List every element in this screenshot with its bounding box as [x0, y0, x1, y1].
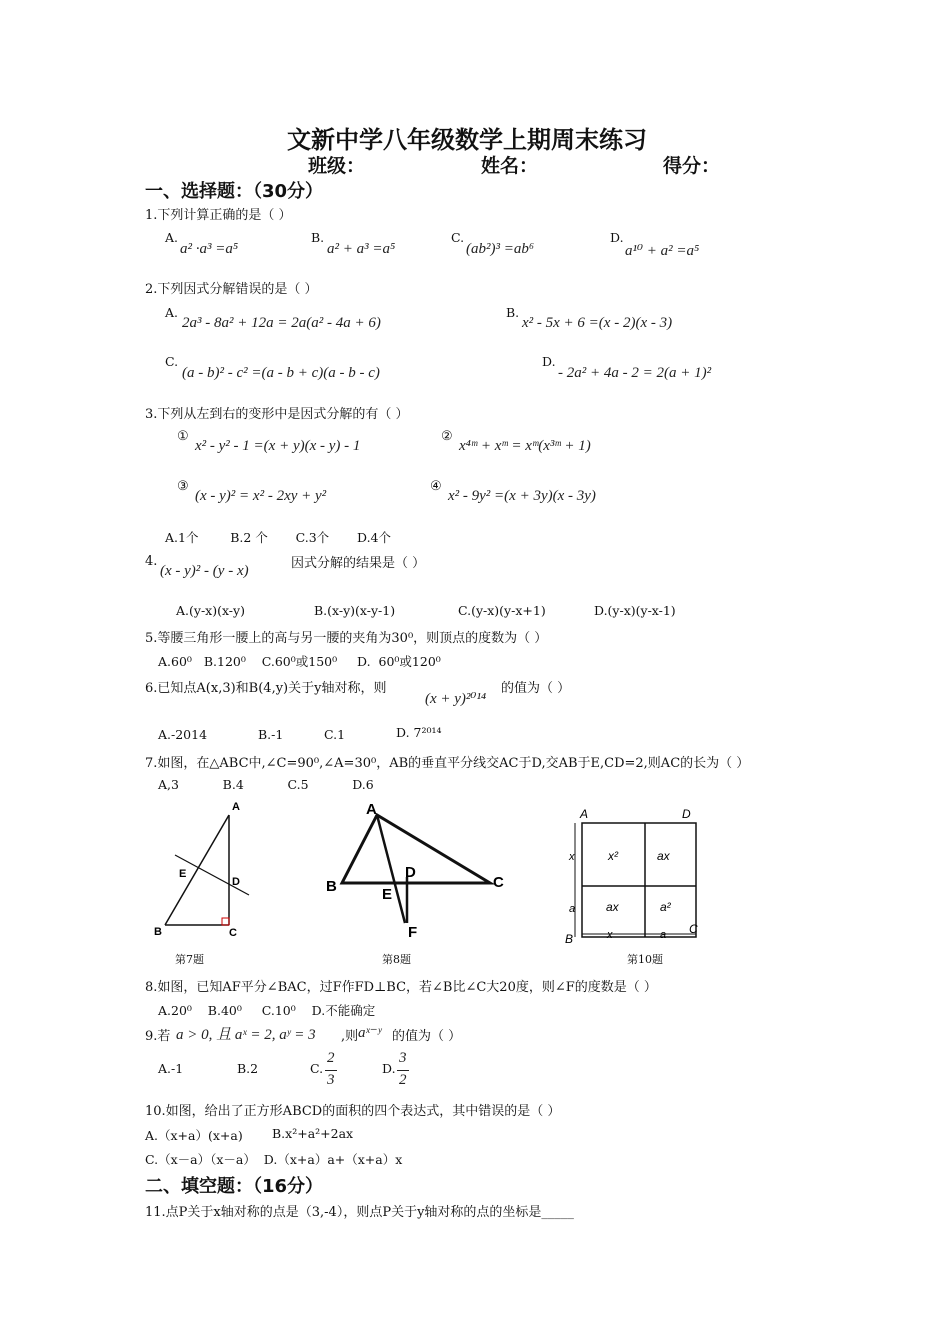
q9-option-d-denominator: 2 [399, 1072, 407, 1088]
fig8-bisector-af [377, 815, 405, 923]
q2-expr-b: x² - 5x + 6 =(x - 2)(x - 3) [522, 315, 673, 331]
q2-expr-c: (a - b)² - c² =(a - b + c)(a - b - c) [182, 365, 380, 381]
q4-expr: (x - y)² - (y - x) [160, 563, 249, 579]
fig10-square [582, 823, 696, 937]
fig10-cell-ax-bottom: ax [606, 900, 619, 914]
q4-option-a: A.(y-x)(x-y) [176, 603, 245, 618]
q6-expr: (x + y)²⁰¹⁴ [425, 691, 487, 707]
fig10-bottom-dim-a: a [660, 929, 667, 941]
q9-option-c-fraction-bar [325, 1070, 337, 1071]
fig8-point-b: B [326, 878, 337, 895]
question-4-stem: 因式分解的结果是（ ） [291, 556, 426, 571]
q9-option-b: B.2 [237, 1061, 259, 1076]
q3-mark-1: ① [177, 429, 189, 444]
fig8-caption: 第8题 [382, 953, 411, 966]
fig8-triangle [342, 815, 490, 883]
q1-label-a: A. [165, 230, 179, 245]
q5-options: A.60⁰ B.120⁰ C.60⁰或150⁰ D. 60⁰或120⁰ [158, 654, 441, 669]
question-9-stem: 9.若 [145, 1029, 171, 1044]
q4-option-c: C.(y-x)(y-x+1) [458, 603, 546, 618]
fig8-point-e: E [382, 886, 393, 903]
question-11-stem: 11.点P关于x轴对称的点是（3,-4），则点P关于y轴对称的点的坐标是_____ [145, 1205, 574, 1220]
question-7-stem: 7.如图，在△ABC中,∠C=90⁰,∠A=30⁰，AB的垂直平分线交AC于D,交AB于E,CD=2,则AC的长为（ ） [145, 756, 750, 771]
section-choice-heading: 一、选择题：（30分） [145, 181, 324, 202]
question-9-stem-end: 的值为（ ） [392, 1029, 462, 1044]
q9-option-d-label: D. [382, 1061, 396, 1076]
q3-options: A.1个 B.2 个 C.3个 D.4个 [165, 530, 392, 545]
fig10-cell-x-squared: x² [608, 849, 618, 863]
fig7-point-c: C [229, 927, 237, 939]
figure-8 [320, 795, 520, 940]
fig10-point-a: A [580, 807, 589, 821]
fig7-point-a: A [232, 801, 240, 813]
q3-mark-4: ④ [430, 479, 442, 494]
fig10-point-c: C [689, 922, 698, 936]
fig10-caption: 第10题 [627, 953, 663, 966]
question-5-stem: 5.等腰三角形一腰上的高与另一腰的夹角为30⁰，则顶点的度数为（ ） [145, 631, 548, 646]
q2-label-c: C. [165, 354, 179, 369]
q6-option-c: C.1 [324, 727, 346, 742]
q10-options-c-d: C.（x－a）（x－a） D.（x+a）a+（x+a）x [145, 1152, 403, 1167]
fig10-cell-ax-top: ax [657, 849, 670, 863]
q7-options: A,3 B.4 C.5 D.6 [158, 777, 374, 792]
question-2-stem: 2.下列因式分解错误的是（ ） [145, 282, 318, 297]
q9-option-c-label: C. [310, 1061, 324, 1076]
q1-expr-d: a¹⁰ + a² =a⁵ [625, 243, 700, 259]
q1-expr-c: (ab²)³ =ab⁶ [466, 241, 535, 257]
fig10-point-d: D [682, 807, 691, 821]
q6-option-a: A.-2014 [158, 727, 208, 742]
q4-option-b: B.(x-y)(x-y-1) [314, 603, 396, 618]
fig7-right-angle-mark [222, 918, 229, 925]
fig10-left-dim-a: a [569, 903, 576, 915]
figure-7 [145, 795, 265, 945]
q1-expr-a: a² ·a³ =a⁵ [180, 241, 239, 257]
class-label: 班级： [308, 155, 366, 177]
fig7-point-d: D [232, 876, 240, 888]
q9-target-expr: aˣ⁻ʸ [358, 1025, 382, 1041]
question-10-stem: 10.如图，给出了正方形ABCD的面积的四个表达式，其中错误的是（ ） [145, 1104, 561, 1119]
q6-option-d: D. 7²⁰¹⁴ [396, 725, 442, 740]
fig8-point-a: A [366, 801, 377, 818]
q3-mark-2: ② [441, 429, 453, 444]
question-1-stem: 1.下列计算正确的是（ ） [145, 208, 292, 223]
question-6-stem: 6.已知点A(x,3)和B(4,y)关于y轴对称，则 [145, 681, 387, 696]
q1-label-b: B. [311, 230, 325, 245]
fig8-point-d: D [405, 864, 416, 881]
q9-option-c-denominator: 3 [327, 1072, 335, 1088]
score-label: 得分： [663, 155, 721, 177]
q3-expr-4: x² - 9y² =(x + 3y)(x - 3y) [448, 488, 596, 504]
fig7-side-ab [165, 815, 229, 925]
fig10-bottom-dim-x: x [607, 929, 613, 941]
q6-option-b: B.-1 [258, 727, 284, 742]
question-8-stem: 8.如图，已知AF平分∠BAC，过F作FD⊥BC，若∠B比∠C大20度，则∠F的度数是（ ） [145, 980, 657, 995]
q4-option-d: D.(y-x)(y-x-1) [594, 603, 676, 618]
q10-option-b: B.x²+a²+2ax [272, 1126, 354, 1141]
q9-option-a: A.-1 [158, 1061, 184, 1076]
q2-label-a: A. [165, 305, 179, 320]
q3-expr-2: x⁴ᵐ + xᵐ = xᵐ(x³ᵐ + 1) [459, 438, 591, 454]
fig8-point-f: F [408, 924, 418, 940]
question-9-stem-mid: ,则 [341, 1029, 359, 1044]
question-6-stem-end: 的值为（ ） [501, 681, 571, 696]
q9-condition-expr: a > 0, 且 aˣ = 2, aʸ = 3 [176, 1027, 316, 1043]
fig8-point-c: C [493, 874, 504, 891]
question-4-number: 4. [145, 554, 158, 569]
q10-option-a: A.（x+a）(x+a) [145, 1128, 243, 1143]
question-3-stem: 3.下列从左到右的变形中是因式分解的有（ ） [145, 407, 409, 422]
q2-expr-a: 2a³ - 8a² + 12a = 2a(a² - 4a + 6) [182, 315, 381, 331]
page-title: 文新中学八年级数学上期周末练习 [287, 126, 647, 154]
q3-mark-3: ③ [177, 479, 189, 494]
q2-label-b: B. [506, 305, 520, 320]
q1-label-d: D. [610, 230, 624, 245]
q8-options: A.20⁰ B.40⁰ C.10⁰ D.不能确定 [158, 1003, 376, 1018]
q3-expr-3: (x - y)² = x² - 2xy + y² [195, 488, 327, 504]
q3-expr-1: x² - y² - 1 =(x + y)(x - y) - 1 [195, 438, 361, 454]
q2-expr-d: - 2a² + 4a - 2 = 2(a + 1)² [558, 365, 712, 381]
fig7-point-e: E [179, 868, 187, 880]
fig7-point-b: B [154, 926, 162, 938]
fig7-caption: 第7题 [175, 953, 204, 966]
q1-expr-b: a² + a³ =a⁵ [327, 241, 396, 257]
fig10-cell-a-squared: a² [660, 900, 671, 914]
fig10-left-dim-x: x [569, 851, 575, 863]
section-fill-heading: 二、填空题：（16分） [145, 1176, 324, 1197]
figure-10 [560, 802, 710, 947]
fig10-point-b: B [565, 932, 574, 946]
q1-label-c: C. [451, 230, 465, 245]
name-label: 姓名： [481, 155, 539, 177]
q9-option-d-fraction-bar [397, 1070, 409, 1071]
q2-label-d: D. [542, 354, 556, 369]
q9-option-c-numerator: 2 [327, 1050, 335, 1066]
q9-option-d-numerator: 3 [399, 1050, 407, 1066]
